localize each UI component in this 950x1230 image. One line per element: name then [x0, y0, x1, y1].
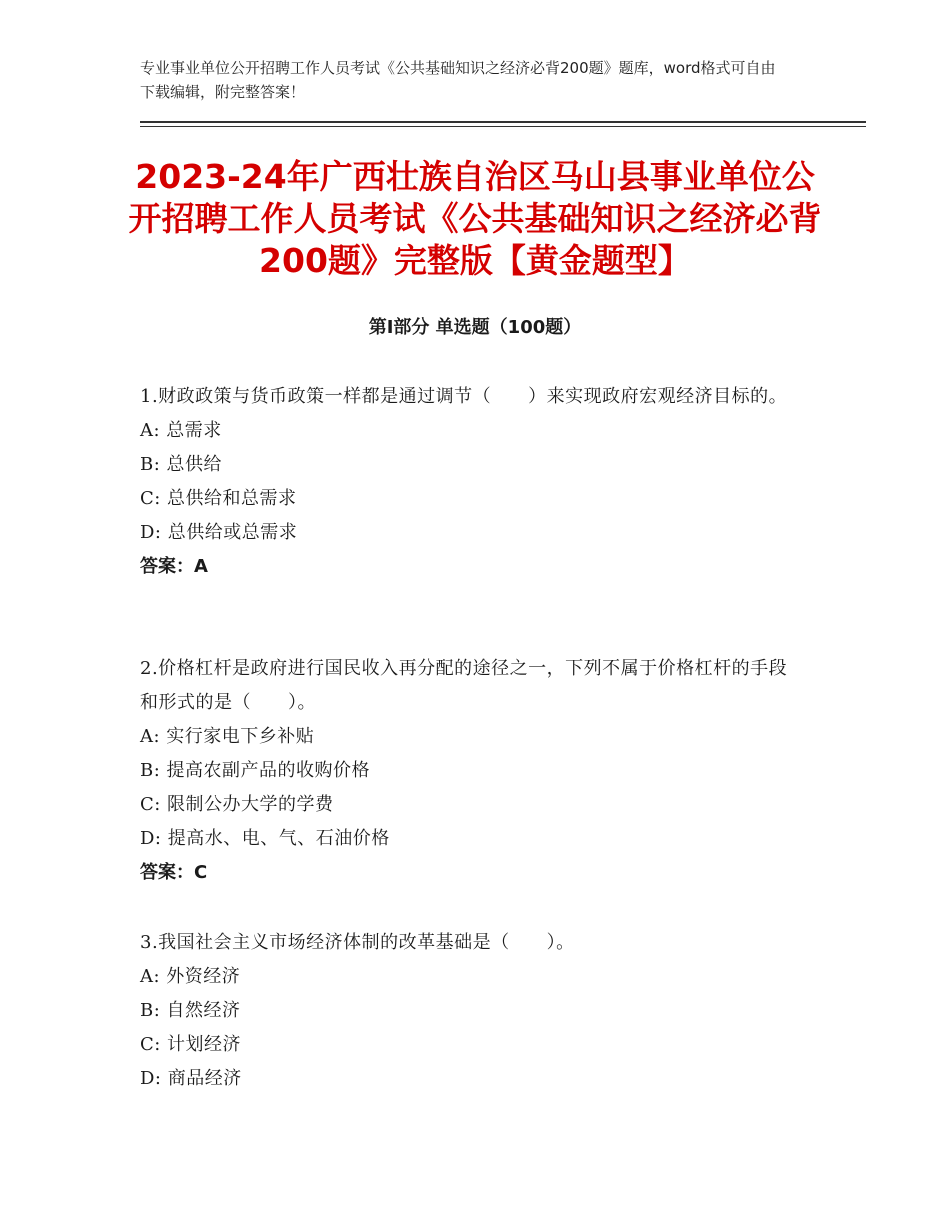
option-b: B: 自然经济	[140, 1000, 241, 1021]
option-a: A: 总需求	[140, 420, 222, 441]
answer: 答案：C	[140, 862, 208, 883]
option-d: D: 总供给或总需求	[140, 522, 298, 543]
document-title: 2023-24年广西壮族自治区马山县事业单位公开招聘工作人员考试《公共基础知识之经济必背200题》完整版【黄金题型】	[128, 157, 822, 280]
option-c: C: 计划经济	[140, 1034, 242, 1055]
section-heading: 第Ⅰ部分 单选题（100题）	[368, 317, 582, 338]
option-d: D: 商品经济	[140, 1068, 242, 1089]
question-text: 3.我国社会主义市场经济体制的改革基础是（ ）。	[140, 932, 575, 953]
question-text: 2.价格杠杆是政府进行国民收入再分配的途径之一，下列不属于价格杠杆的手段和形式的是（ ）。	[140, 658, 788, 713]
question-2	[140, 652, 800, 890]
option-a: A: 外资经济	[140, 966, 241, 987]
option-c: C: 限制公办大学的学费	[140, 794, 334, 815]
question-text: 1.财政政策与货币政策一样都是通过调节（ ）来实现政府宏观经济目标的。	[140, 386, 788, 407]
option-b: B: 提高农副产品的收购价格	[140, 760, 371, 781]
option-c: C: 总供给和总需求	[140, 488, 297, 509]
answer: 答案：A	[140, 556, 208, 577]
question-1	[140, 380, 800, 584]
option-b: B: 总供给	[140, 454, 223, 475]
option-a: A: 实行家电下乡补贴	[140, 726, 315, 747]
option-d: D: 提高水、电、气、石油价格	[140, 828, 390, 849]
header-divider-thin	[140, 126, 866, 127]
header-divider-thick	[140, 121, 866, 123]
question-3	[140, 926, 800, 1096]
header-note: 专业事业单位公开招聘工作人员考试《公共基础知识之经济必背200题》题库，word格式可自由下载编辑，附完整答案！	[140, 59, 776, 101]
